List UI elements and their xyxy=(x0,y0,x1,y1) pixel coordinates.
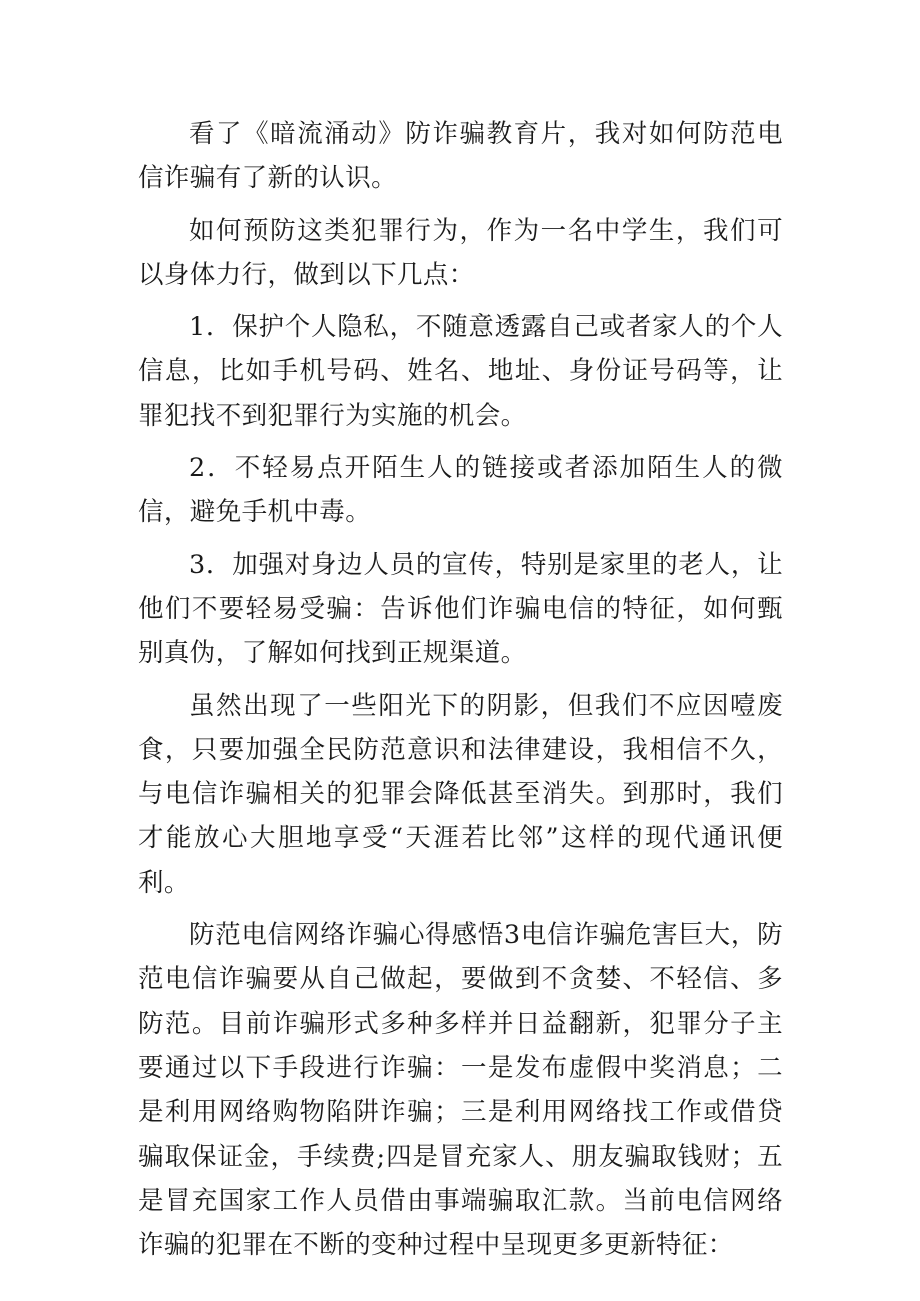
document-body xyxy=(138,112,783,1275)
paragraph-conclusion: 虽然出现了一些阳光下的阴影，但我们不应因噎废食，只要加强全民防范意识和法律建设，我相信不久，与电信诈骗相关的犯罪会降低甚至消失。到那时，我们才能放心大胆地享受“天涯若比邻”这样的现代通讯便利。 xyxy=(138,690,783,898)
paragraph-point-2: 2．不轻易点开陌生人的链接或者添加陌生人的微信，避免手机中毒。 xyxy=(138,453,783,528)
paragraph-point-1: 1．保护个人隐私，不随意透露自己或者家人的个人信息，比如手机号码、姓名、地址、身份证号码等，让罪犯找不到犯罪行为实施的机会。 xyxy=(138,312,783,431)
paragraph-prevention: 如何预防这类犯罪行为，作为一名中学生，我们可以身体力行，做到以下几点： xyxy=(138,215,783,290)
paragraph-insight-3: 防范电信网络诈骗心得感悟3电信诈骗危害巨大，防范电信诈骗要从自己做起，要做到不贪婪、不轻信、多防范。目前诈骗形式多种多样并日益翻新，犯罪分子主要通过以下手段进行诈骗：一是发布虚假中奖消息；二是利用网络购物陷阱诈骗；三是利用网络找工作或借贷骗取保证金，手续费;四是冒充家人、朋友骗取钱财；五是冒充国家工作人员借由事端骗取汇款。当前电信网络诈骗的犯罪在不断的变种过程中呈现更多更新特征： xyxy=(138,920,783,1261)
paragraph-point-3: 3．加强对身边人员的宣传，特别是家里的老人，让他们不要轻易受骗：告诉他们诈骗电信的特征，如何甄别真伪，了解如何找到正规渠道。 xyxy=(138,549,783,669)
paragraph-intro: 看了《暗流涌动》防诈骗教育片，我对如何防范电信诈骗有了新的认识。 xyxy=(138,119,783,194)
